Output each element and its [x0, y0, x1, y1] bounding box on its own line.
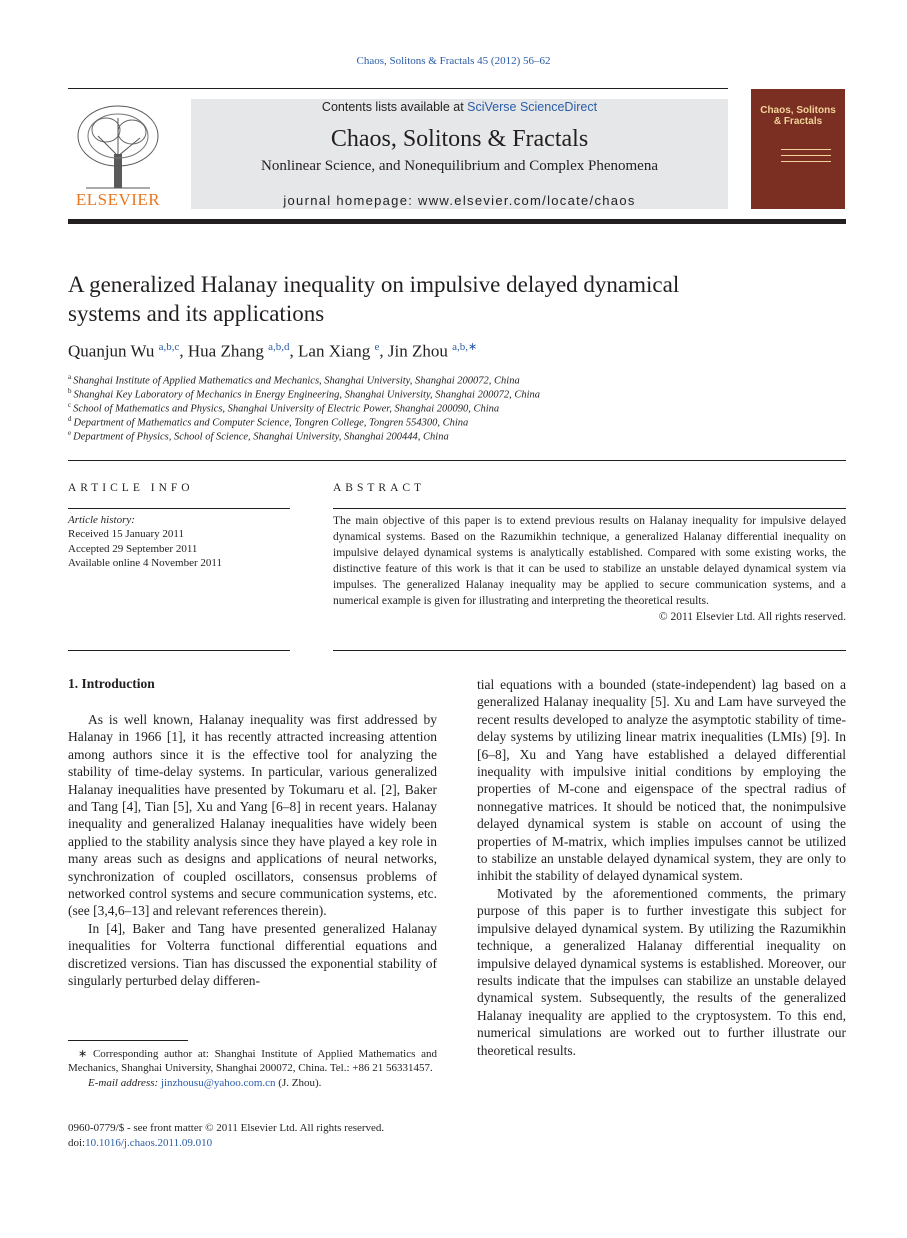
title-line-2: systems and its applications [68, 301, 325, 326]
article-history [68, 513, 290, 570]
received-date: Received 15 January 2011 [68, 528, 184, 541]
affiliation: $^c$ School of Mathematics and Physics, Shanghai University of Electric Power, Shanghai 200090, China [68, 401, 500, 415]
affiliation: $^a$ Shanghai Institute of Applied Mathematics and Mechanics, Shanghai University, Shanghai 200072, China [68, 373, 520, 387]
accepted-date: Accepted 29 September 2011 [68, 542, 198, 555]
history-label: Article history: [68, 514, 135, 526]
front-matter-note [68, 1121, 448, 1151]
author-list [68, 340, 828, 362]
masthead-top-rule [68, 88, 728, 89]
cover-title: Chaos, Solitons & Fractals [760, 105, 836, 127]
author-separator: , [179, 341, 188, 361]
journal-title: Chaos, Solitons & Fractals [330, 126, 589, 152]
footnote-rule [68, 1040, 188, 1041]
article-title [68, 270, 828, 328]
author-separator: , [379, 341, 388, 361]
abstract-body [333, 513, 846, 625]
section-heading-introduction: 1. Introduction [68, 676, 155, 691]
author-affil-sup[interactable]: a,b,d [268, 341, 290, 353]
author-name: Lan Xiang [298, 341, 371, 361]
contents-prefix: Contents lists available at [321, 100, 468, 114]
affiliation: $^d$ Department of Mathematics and Computer Science, Tongren College, Tongren 554300, China [68, 415, 469, 429]
title-line-1: A generalized Halanay inequality on impulsive delayed dynamical [68, 272, 680, 297]
corresponding-author-note [68, 1047, 437, 1090]
journal-cover-image [751, 89, 845, 209]
email-link[interactable]: jinzhousu@yahoo.com.cn [160, 1076, 276, 1089]
paragraph: In [4], Baker and Tang have presented generalized Halanay inequalities for Volterra functional differential equations and discretized versions. Tian has discussed the exponential stability of singularly perturbed delay differen- [68, 920, 437, 989]
article-info-heading: ARTICLE INFO [68, 482, 194, 494]
left-column [68, 711, 437, 990]
abstract-heading: ABSTRACT [333, 482, 426, 494]
article-info-bottom-rule [68, 650, 290, 651]
paragraph: As is well known, Halanay inequality was first addressed by Halanay in 1966 [1], it has recently attracted increasing attention among authors since it is the effective tool for analyzing the stability of time-delay systems. In particular, various generalized Halanay inequalities have presented by Tokumaru et al. [2], Baker and Tang [4], Tian [5], Xu and Yang [6–8] in recent years. Halanay inequality and generalized Halanay inequalities have widely been applied to the stability analysis since they have played a key role in many areas such as designs and applications of neural networks, synchronization of coupled oscillators, consensus problems of networked control systems and secure communication systems, etc. (see [3,4,6–13] and relevant references therein). [68, 712, 437, 919]
author-affil-sup[interactable]: a,b,c [158, 341, 180, 353]
contents-line [191, 100, 728, 114]
abstract-text: The main objective of this paper is to extend previous results on Halanay inequality for impulsive delayed dynamical systems. Based on the Razumikhin technique, a generalized Halanay differential inequality on impulsive delayed dynamical systems is analytically established. Compared with some existing works, the distinctive feature of this work is that it can be used to stabilize an unstable delayed dynamical system via impulses. The generalized Halanay inequality may be applied to secure communication systems, and a numerical example is given for illustrating and interpreting the theoretical results. [333, 515, 846, 607]
issn-line: 0960-0779/$ - see front matter © 2011 Elsevier Ltd. All rights reserved. [68, 1122, 385, 1134]
abstract-copyright: © 2011 Elsevier Ltd. All rights reserved. [658, 611, 846, 623]
paragraph: Motivated by the aforementioned comments, the primary purpose of this paper is to further investigate this subject for impulsive delayed dynamical system. By utilizing the Razumikhin technique, a generalized Halanay differential inequality on impulsive delayed dynamical systems is established. Moreover, our results indicate that the impulses can stabilize an unstable delayed dynamical system. Subsequently, the results of the generalized Halanay inequality are applied to the cryptosystem. To this end, numerical simulations are worked out to further illustrate our theoretical results. [477, 885, 846, 1058]
affiliation: $^b$ Shanghai Key Laboratory of Mechanics in Energy Engineering, Shanghai University, Shanghai 200072, China [68, 387, 541, 401]
doi-link[interactable]: 10.1016/j.chaos.2011.09.010 [85, 1137, 213, 1149]
masthead-bottom-bar [68, 219, 846, 224]
author-affil-sup[interactable]: a,b,∗ [452, 341, 478, 353]
section-divider [68, 460, 846, 461]
author-name: Quanjun Wu [68, 341, 155, 361]
article-info-rule [68, 508, 290, 509]
paragraph: tial equations with a bounded (state-independent) lag based on a generalized Halanay inequality [5]. Xu and Lam have surveyed the recent results developed to analyze the asymptotic stability of time-delay systems by utilizing linear matrix inequalities (LMIs) [9]. In [6–8], Xu and Yang have established a delayed differential inequality with impulsive initial conditions by employing the properties of M-cone and eigenspace of the spectral radius of nonnegative matrices. It should be noticed that, the nonimpulsive delayed dynamical system is stable on account of using the properties of M-matrix, which implies impulses cannot be utilized to stabilize an unstable delayed dynamical system, they are only to inhibit the stability of delayed dynamical system. [477, 677, 846, 884]
sciencedirect-link[interactable]: SciVerse ScienceDirect [467, 100, 598, 114]
author-separator: , [289, 341, 299, 361]
author-name: Hua Zhang [187, 341, 264, 361]
running-head: Chaos, Solitons & Fractals 45 (2012) 56–62 [356, 55, 551, 67]
abstract-rule [333, 508, 846, 509]
corresponding-text: ∗ Corresponding author at: Shanghai Institute of Applied Mathematics and Mechanics, Shanghai University, Shanghai 200072, China. Tel.: +86 21 56331457. [68, 1048, 437, 1075]
right-column [477, 676, 846, 1059]
publisher-name: ELSEVIER [75, 190, 161, 209]
affiliation: $^e$ Department of Physics, School of Science, Shanghai University, Shanghai 200444, China [68, 429, 449, 443]
elsevier-logo [68, 96, 168, 210]
journal-subtitle: Nonlinear Science, and Nonequilibrium and Complex Phenomena [261, 158, 658, 174]
journal-homepage[interactable]: journal homepage: www.elsevier.com/locate/chaos [283, 193, 636, 208]
email-line: E-mail address: jinzhousu@yahoo.com.cn (J. Zhou). [88, 1076, 322, 1089]
online-date: Available online 4 November 2011 [68, 556, 222, 569]
doi-line: doi:10.1016/j.chaos.2011.09.010 [68, 1137, 213, 1149]
author-name: Jin Zhou [387, 341, 448, 361]
abstract-bottom-rule [333, 650, 846, 651]
author-affil-sup[interactable]: e [374, 341, 380, 353]
